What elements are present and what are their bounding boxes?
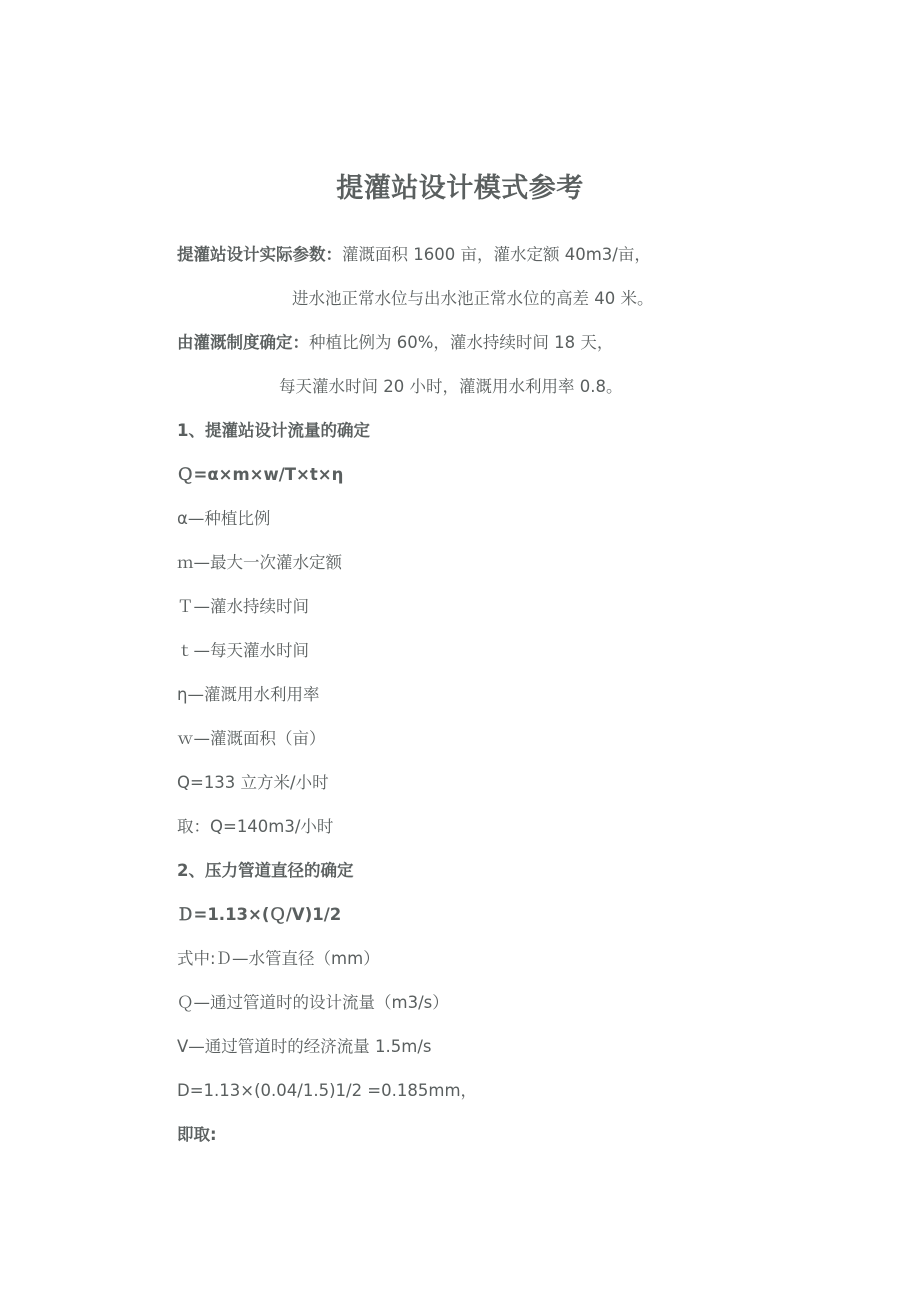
- system-text: 种植比例为 60%，灌水持续时间 18 天，: [309, 333, 614, 352]
- definition-item: V—通过管道时的经济流量 1.5m/s: [177, 1037, 432, 1056]
- section2-formula: Ｄ=1.13×(Ｑ/V)1/2: [177, 905, 342, 924]
- definition-item: ｗ—灌溉面积（亩）: [177, 729, 326, 748]
- system-continuation: 每天灌水时间 20 小时，灌溉用水利用率 0.8。: [279, 377, 623, 396]
- params-label: 提灌站设计实际参数：: [177, 245, 342, 264]
- params-line: [177, 244, 651, 266]
- page-title: 提灌站设计模式参考: [336, 173, 584, 204]
- system-line: [177, 332, 613, 354]
- diameter-calc: D=1.13×(0.04/1.5)1/2 =0.185mm，: [177, 1081, 478, 1100]
- flow-result: Q=133 立方米/小时: [177, 773, 329, 792]
- definition-item: 式中:Ｄ—水管直径（mm）: [177, 949, 380, 968]
- definition-item: ｔ—每天灌水时间: [177, 641, 309, 660]
- system-label: 由灌溉制度确定：: [177, 333, 309, 352]
- definition-item: α—种植比例: [177, 509, 271, 528]
- definition-item: Ｔ—灌水持续时间: [177, 597, 309, 616]
- params-continuation: 进水池正常水位与出水池正常水位的高差 40 米。: [292, 289, 654, 308]
- section1-heading: 1、提灌站设计流量的确定: [177, 421, 370, 440]
- definition-item: Ｑ—通过管道时的设计流量（m3/s）: [177, 993, 449, 1012]
- params-text: 灌溉面积 1600 亩，灌水定额 40m3/亩，: [342, 245, 651, 264]
- section2-heading: 2、压力管道直径的确定: [177, 861, 354, 880]
- diameter-take: 即取:: [177, 1125, 217, 1144]
- flow-take: 取：Q=140m3/小时: [177, 817, 334, 836]
- section1-formula: Ｑ=α×m×w/T×t×η: [177, 465, 344, 484]
- definition-item: ｍ—最大一次灌水定额: [177, 553, 342, 572]
- definition-item: η—灌溉用水利用率: [177, 685, 320, 704]
